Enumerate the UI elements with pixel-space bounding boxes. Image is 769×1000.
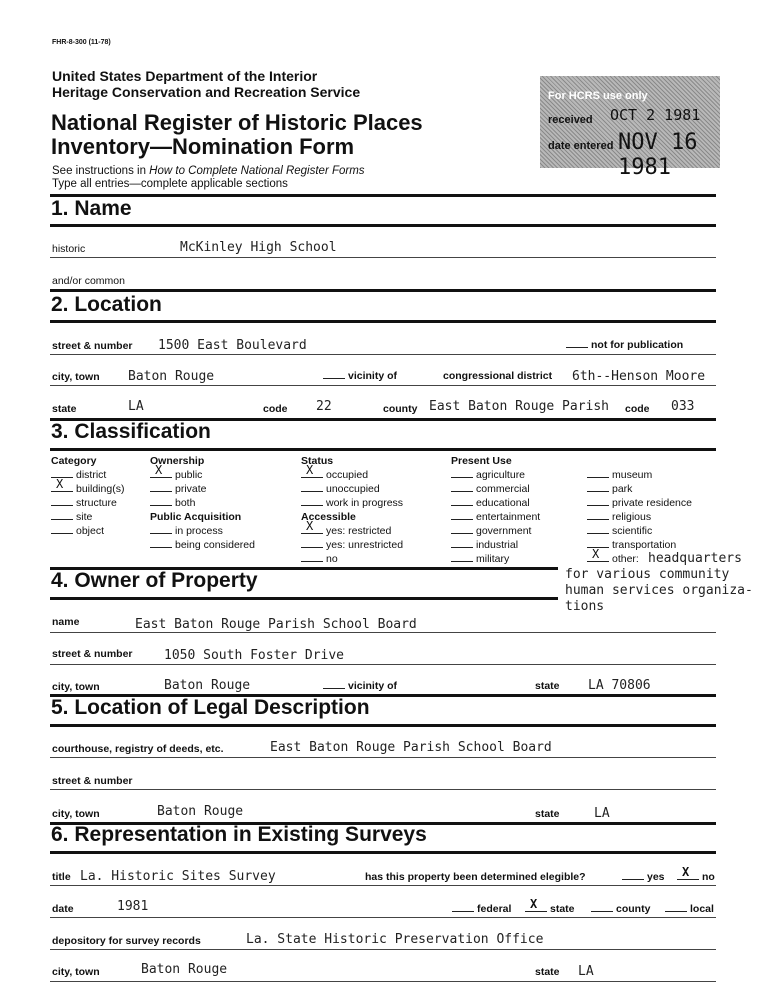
use-other[interactable]: X other:	[587, 553, 639, 565]
street-label: street & number	[52, 340, 133, 352]
divider	[50, 289, 716, 292]
field-line	[50, 257, 716, 258]
legal-street-label: street & number	[52, 775, 133, 787]
status-work-in-progress[interactable]: work in progress	[301, 497, 403, 509]
other-value-line3[interactable]: human services organiza-	[565, 583, 753, 598]
checkbox[interactable]	[301, 539, 323, 548]
use-religious[interactable]: religious	[587, 511, 651, 523]
checkbox[interactable]	[591, 903, 613, 912]
owner-city-value[interactable]: Baton Rouge	[164, 678, 251, 693]
section-2-heading: 2. Location	[51, 293, 162, 316]
checkbox[interactable]	[622, 871, 644, 880]
ownership-private[interactable]: private	[150, 483, 207, 495]
survey-date-label: date	[52, 903, 74, 915]
use-government[interactable]: government	[451, 525, 531, 537]
survey-state-value[interactable]: LA	[578, 964, 594, 979]
ownership-public[interactable]: X public	[150, 469, 202, 481]
owner-vicinity[interactable]: vicinity of	[323, 680, 397, 692]
depository-label: depository for survey records	[52, 935, 201, 947]
checkbox[interactable]	[665, 903, 687, 912]
field-line	[50, 385, 716, 386]
cd-value[interactable]: 6th--Henson Moore	[572, 369, 706, 384]
ownership-head: Ownership	[150, 455, 205, 467]
accessible-no[interactable]: no	[301, 553, 338, 565]
instructions-line1: See instructions in How to Complete National Register Forms	[52, 165, 365, 177]
check-mark: X	[530, 897, 538, 911]
checkbox[interactable]	[51, 477, 73, 492]
field-line	[50, 354, 716, 355]
field-line	[50, 981, 716, 982]
owner-name-value[interactable]: East Baton Rouge Parish School Board	[135, 617, 417, 632]
checkbox[interactable]	[451, 511, 473, 520]
eligible-yes[interactable]: yes	[622, 871, 665, 883]
county-value[interactable]: East Baton Rouge Parish	[429, 399, 610, 414]
ownership-both[interactable]: both	[150, 497, 195, 509]
checkbox[interactable]	[677, 865, 699, 880]
divider	[50, 320, 716, 323]
other-value-line2[interactable]: for various community	[565, 567, 730, 582]
owner-state-label: state	[535, 680, 560, 692]
use-agriculture[interactable]: agriculture	[451, 469, 525, 481]
agency-line2: Heritage Conservation and Recreation Service	[52, 84, 361, 100]
city-label: city, town	[52, 371, 100, 383]
check-mark: X	[306, 519, 314, 533]
code2-label: code	[625, 403, 650, 415]
city-value[interactable]: Baton Rouge	[128, 369, 215, 384]
divider	[50, 597, 558, 600]
checkbox[interactable]	[451, 497, 473, 506]
checkbox[interactable]	[51, 511, 73, 520]
survey-state-label: state	[535, 966, 560, 978]
checkbox[interactable]	[301, 553, 323, 562]
divider	[50, 724, 716, 727]
form-title-line1: National Register of Historic Places	[51, 110, 423, 135]
use-military[interactable]: military	[451, 553, 509, 565]
divider	[50, 851, 716, 854]
vicinity[interactable]: vicinity of	[323, 370, 397, 382]
vicinity-checkbox[interactable]	[323, 370, 345, 379]
owner-name-label: name	[52, 616, 80, 628]
category-district[interactable]: district	[51, 469, 106, 481]
stamp-header: For HCRS use only	[548, 90, 648, 102]
cd-label: congressional district	[443, 370, 553, 382]
checkbox[interactable]	[150, 463, 172, 478]
owner-street-value[interactable]: 1050 South Foster Drive	[164, 648, 345, 663]
survey-date-value[interactable]: 1981	[117, 899, 149, 914]
legal-city-label: city, town	[52, 808, 100, 820]
status-occupied[interactable]: X occupied	[301, 469, 368, 481]
checkbox[interactable]	[525, 897, 547, 912]
stamp-entered-label: date entered	[548, 140, 614, 152]
historic-value[interactable]: McKinley High School	[180, 240, 337, 255]
use-museum[interactable]: museum	[587, 469, 652, 481]
county-label: county	[383, 403, 418, 415]
divider	[50, 448, 716, 451]
checkbox[interactable]	[51, 497, 73, 506]
checkbox[interactable]	[150, 483, 172, 492]
legal-state-value[interactable]: LA	[594, 806, 610, 821]
nfp-checkbox[interactable]	[566, 339, 588, 348]
field-line	[50, 632, 716, 633]
state-label: state	[52, 403, 77, 415]
checkbox[interactable]	[587, 497, 609, 506]
checkbox[interactable]	[150, 525, 172, 534]
eligible-no[interactable]: X no	[677, 871, 715, 883]
status-unoccupied[interactable]: unoccupied	[301, 483, 380, 495]
use-entertainment[interactable]: entertainment	[451, 511, 540, 523]
checkbox[interactable]	[587, 525, 609, 534]
stamp-entered-value: NOV 16 1981	[618, 130, 698, 180]
hcrs-stamp	[540, 76, 720, 180]
present-use-head: Present Use	[451, 455, 512, 467]
checkbox[interactable]	[150, 539, 172, 548]
use-educational[interactable]: educational	[451, 497, 530, 509]
checkbox[interactable]	[451, 553, 473, 562]
code2-value[interactable]: 033	[671, 399, 695, 414]
category-head: Category	[51, 455, 97, 467]
not-for-publication[interactable]: not for publication	[566, 339, 683, 351]
level-federal[interactable]: federal	[452, 903, 511, 915]
section-3-heading: 3. Classification	[51, 420, 211, 443]
checkbox[interactable]	[301, 463, 323, 478]
use-commercial[interactable]: commercial	[451, 483, 530, 495]
survey-city-label: city, town	[52, 966, 100, 978]
survey-city-value[interactable]: Baton Rouge	[141, 962, 228, 977]
checkbox[interactable]	[301, 483, 323, 492]
checkbox[interactable]	[587, 547, 609, 562]
field-line	[50, 664, 716, 665]
status-head: Status	[301, 455, 334, 467]
checkbox[interactable]	[451, 483, 473, 492]
eligible-question: has this property been determined elegible?	[365, 871, 586, 883]
section-6-heading: 6. Representation in Existing Surveys	[51, 823, 427, 846]
checkbox[interactable]	[587, 483, 609, 492]
public-acquisition-head: Public Acquisition	[150, 511, 242, 523]
code-value[interactable]: 22	[316, 399, 332, 414]
checkbox[interactable]	[587, 469, 609, 478]
historic-label: historic	[52, 243, 86, 255]
level-county[interactable]: county	[591, 903, 650, 915]
checkbox[interactable]	[452, 903, 474, 912]
owner-state-value[interactable]: LA 70806	[588, 678, 651, 693]
category-site[interactable]: site	[51, 511, 92, 523]
use-scientific[interactable]: scientific	[587, 525, 652, 537]
accessible-unrestricted[interactable]: yes: unrestricted	[301, 539, 403, 551]
level-local[interactable]: local	[665, 903, 714, 915]
other-value-line1[interactable]: headquarters	[648, 551, 742, 566]
use-transportation[interactable]: transportation	[587, 539, 676, 551]
legal-state-label: state	[535, 808, 560, 820]
owner-vicinity-checkbox[interactable]	[323, 680, 345, 689]
section-1-heading: 1. Name	[51, 197, 132, 220]
accessible-restricted[interactable]: X yes: restricted	[301, 525, 391, 537]
checkbox[interactable]	[51, 525, 73, 534]
category-structure[interactable]: structure	[51, 497, 117, 509]
field-line	[50, 917, 716, 918]
field-line	[50, 949, 716, 950]
checkbox[interactable]	[150, 497, 172, 506]
state-value[interactable]: LA	[128, 399, 144, 414]
instructions-line2: Type all entries—complete applicable sections	[52, 178, 288, 190]
category-building[interactable]: X building(s)	[51, 483, 124, 495]
owner-city-label: city, town	[52, 681, 100, 693]
street-value[interactable]: 1500 East Boulevard	[158, 338, 307, 353]
check-mark: X	[155, 463, 163, 477]
check-mark: X	[592, 547, 600, 561]
check-mark: X	[56, 477, 64, 491]
field-line	[50, 885, 716, 886]
use-industrial[interactable]: industrial	[451, 539, 518, 551]
pa-being-considered[interactable]: being considered	[150, 539, 255, 551]
section-5-heading: 5. Location of Legal Description	[51, 696, 370, 719]
accessible-head: Accessible	[301, 511, 356, 523]
courthouse-label: courthouse, registry of deeds, etc.	[52, 743, 224, 755]
checkbox[interactable]	[451, 539, 473, 548]
use-private-residence[interactable]: private residence	[587, 497, 692, 509]
field-line	[50, 757, 716, 758]
divider	[50, 194, 716, 197]
section-4-heading: 4. Owner of Property	[51, 569, 258, 592]
check-mark: X	[306, 463, 314, 477]
use-park[interactable]: park	[587, 483, 632, 495]
other-value-line4[interactable]: tions	[565, 599, 605, 614]
category-object[interactable]: object	[51, 525, 104, 537]
common-label: and/or common	[52, 275, 125, 287]
survey-title-value[interactable]: La. Historic Sites Survey	[80, 869, 276, 884]
depository-value[interactable]: La. State Historic Preservation Office	[246, 932, 544, 947]
checkbox[interactable]	[301, 519, 323, 534]
agency-line1: United States Department of the Interior	[52, 68, 318, 84]
form-number: FHR-8-300 (11-78)	[52, 39, 111, 46]
survey-title-label: title	[52, 871, 71, 883]
stamp-received-value: OCT 2 1981	[610, 106, 701, 124]
form-title-line2: Inventory—Nomination Form	[51, 134, 355, 159]
level-state[interactable]: X state	[525, 903, 575, 915]
code-label: code	[263, 403, 288, 415]
pa-in-process[interactable]: in process	[150, 525, 223, 537]
checkbox[interactable]	[301, 497, 323, 506]
legal-city-value[interactable]: Baton Rouge	[157, 804, 244, 819]
divider	[50, 224, 716, 227]
checkbox[interactable]	[587, 511, 609, 520]
field-line	[50, 789, 716, 790]
checkbox[interactable]	[451, 525, 473, 534]
check-mark: X	[682, 865, 690, 879]
owner-street-label: street & number	[52, 648, 133, 660]
courthouse-value[interactable]: East Baton Rouge Parish School Board	[270, 740, 552, 755]
checkbox[interactable]	[451, 469, 473, 478]
stamp-received-label: received	[548, 114, 593, 126]
